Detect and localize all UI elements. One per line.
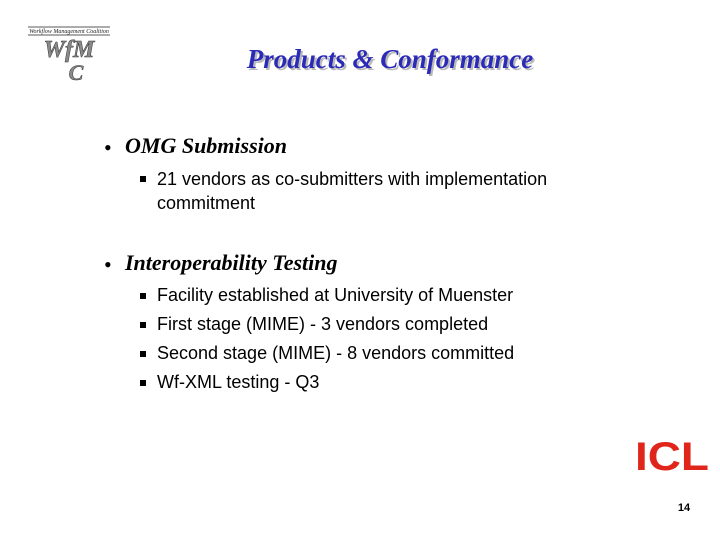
icl-logo-text: ICL [635, 435, 709, 473]
list-item-text: Second stage (MIME) - 8 vendors committed [157, 343, 515, 363]
list-item-text: First stage (MIME) - 3 vendors completed [157, 314, 489, 334]
square-bullet-icon [140, 322, 146, 328]
logo-small-text: Workflow Management Coalition [29, 29, 109, 35]
bullet-dot: • [104, 135, 112, 160]
list-item [0, 368, 720, 397]
icl-logo [634, 433, 710, 473]
page-title: Products & Conformance [246, 44, 534, 74]
square-bullet-icon [140, 380, 146, 386]
list-item [0, 281, 720, 310]
square-bullet-icon [140, 351, 146, 357]
list-item [0, 310, 720, 339]
wfmc-logo [24, 24, 114, 86]
bullet-dot: • [104, 252, 112, 277]
square-bullet-icon [140, 293, 146, 299]
list-item-text: Facility established at University of Muenster [157, 285, 514, 305]
list-item [0, 167, 720, 215]
list-item-text: Wf-XML testing - Q3 [157, 372, 320, 392]
sub-list [0, 167, 720, 215]
logo-letters-top: WfM [43, 37, 95, 63]
square-bullet-icon [140, 176, 146, 182]
sub-list [0, 281, 720, 397]
section-interoperability-testing [0, 250, 720, 397]
section-heading: OMG Submission [125, 133, 288, 158]
list-item-text: 21 vendors as co-submitters with implementation commitment [157, 169, 548, 213]
page-number: 14 [677, 502, 691, 514]
logo-letter-bottom: C [68, 60, 84, 85]
section-heading: Interoperability Testing [125, 250, 338, 275]
section-omg-submission [0, 133, 720, 215]
list-item [0, 339, 720, 368]
